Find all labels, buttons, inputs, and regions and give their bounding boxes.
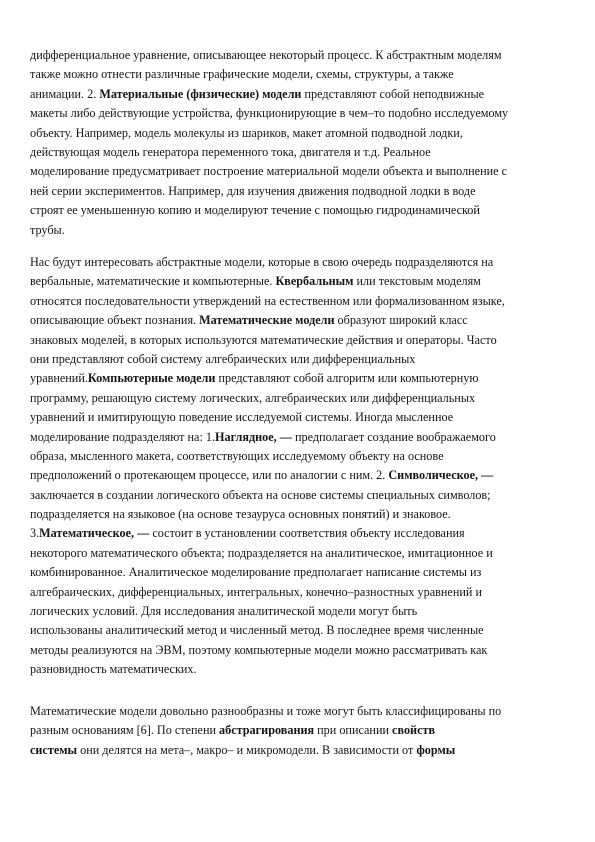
text-run: при описании [314,723,393,738]
text-run: знаковых моделей, в которых используются математические действия и операторы. Часто [30,332,497,347]
text-line [30,447,571,466]
text-run: представляют собой неподвижные [301,86,485,101]
text-line [30,65,571,84]
text-line [30,660,571,679]
bold-term: Наглядное, — [215,429,292,444]
text-run: логических условий. Для исследования аналитической модели могут быть [30,604,418,619]
bold-term: Символическое, — [388,468,494,483]
text-run: также можно отнести различные графические модели, схемы, структуры, а также [30,67,454,82]
text-run: Нас будут интересовать абстрактные модели, которые в свою очередь подразделяются на [30,255,494,269]
text-run: образуют широкий класс [334,313,468,328]
text-run: представляют собой алгоритм или компьютерную [215,371,479,386]
text-run: образа, мысленного макета, соответствующих исследуемому объекту на основе [30,448,444,463]
text-line [30,428,571,447]
bold-term: абстрагирования [219,723,315,738]
bold-term: свойств [392,723,436,738]
text-line [30,221,571,240]
bold-term: Квербальным [275,274,354,289]
text-line [30,162,571,181]
text-line [30,466,571,485]
text-run: Математические модели довольно разнообразны и тоже могут быть классифицированы по [30,704,502,718]
text-run: описывающие объект познания. [30,313,200,328]
text-line [30,331,571,350]
text-run: разновидность математических. [30,662,197,677]
text-run: заключается в создании логического объекта на основе системы специальных символов; [30,487,491,502]
text-line [30,741,571,760]
text-line [30,143,571,162]
text-run: уравнений. [30,371,88,386]
text-line [30,253,571,272]
bold-term: системы [30,742,78,757]
text-run: макеты либо действующие устройства, функционирующие в чем–то подобно исследуемому [30,106,509,121]
text-run: алгебраических, дифференциальных, интегральных, конечно–разностных уравнений и [30,584,482,599]
text-line [30,292,571,311]
text-run: ней серии экспериментов. Например, для изучения движения подводной лодки в воде [30,183,476,198]
text-line [30,46,571,65]
text-run: подразделяется на языковое (на основе тезауруса основных понятий) и знаковое. [30,507,451,522]
text-run: методы реализуются на ЭВМ, поэтому компьютерные модели можно рассматривать как [30,642,488,657]
text-line [30,505,571,524]
text-run: они делятся на мета–, макро– и микромодели. В зависимости от [77,742,417,757]
text-line [30,311,571,330]
text-line [30,544,571,563]
bold-term: формы [416,742,456,757]
text-line [30,408,571,427]
text-run: трубы. [30,222,65,237]
text-line [30,602,571,621]
paragraph-math-models-classification [30,702,571,760]
text-run: моделирование подразделяют на: 1. [30,429,216,444]
text-run: предполагает создание воображаемого [291,429,496,444]
text-run: моделирование предусматривает построение материальной модели объекта и выполнение с [30,164,507,179]
text-run: некоторого математического объекта; подразделяется на аналитическое, имитационное и [30,545,493,560]
text-line [30,272,571,291]
text-run: использованы аналитический метод и численный метод. В последнее время численные [30,623,484,638]
text-line [30,486,571,505]
bold-term: Материальные (физические) модели [99,86,302,101]
text-run: состоит в установлении соответствия объекту исследования [149,526,465,541]
text-run: анимации. 2. [30,86,100,101]
text-run: комбинированное. Аналитическое моделирование предполагает написание системы из [30,565,482,580]
text-run: дифференциальное уравнение, описывающее некоторый процесс. К абстрактным моделям [30,48,502,62]
bold-term: Компьютерные модели [87,371,216,386]
text-line [30,563,571,582]
text-line [30,702,571,721]
text-run: вербальные, математические и компьютерные. [30,274,276,289]
text-line [30,369,571,388]
text-run: 3. [30,526,40,541]
text-run: действующая модель генератора переменного тока, двигателя и т.д. Реальное [30,144,431,159]
text-line [30,583,571,602]
text-line [30,721,571,740]
text-line [30,182,571,201]
text-run: объекту. Например, модель молекулы из шариков, макет атомной подводной лодки, [30,125,463,140]
text-run: уравнений и имитирующую поведение исследуемой системы. Иногда мысленное [30,410,454,425]
text-line [30,621,571,640]
text-line [30,201,571,220]
text-line [30,389,571,408]
text-run: относятся последовательности утверждений на естественном или формализованном языке, [30,293,505,308]
text-line [30,104,571,123]
text-line [30,124,571,143]
text-run: программу, решающую систему логических, алгебраических или дифференциальных [30,390,476,405]
text-line [30,350,571,369]
bold-term: Математическое, — [39,526,150,541]
bold-term: Математические модели [199,313,335,328]
paragraph-material-models [30,46,571,240]
text-run: они представляют собой систему алгебраических или дифференциальных [30,351,416,366]
text-run: или текстовым моделям [353,274,481,289]
text-run: разным основаниям [6]. По степени [30,723,220,738]
text-line [30,85,571,104]
text-line [30,524,571,543]
text-run: строят ее уменьшенную копию и моделируют течение с помощью гидродинамической [30,203,480,218]
text-line [30,641,571,660]
text-run: предположений о протекающем процессе, или по аналогии с ним. 2. [30,468,389,483]
paragraph-abstract-models [30,253,571,680]
